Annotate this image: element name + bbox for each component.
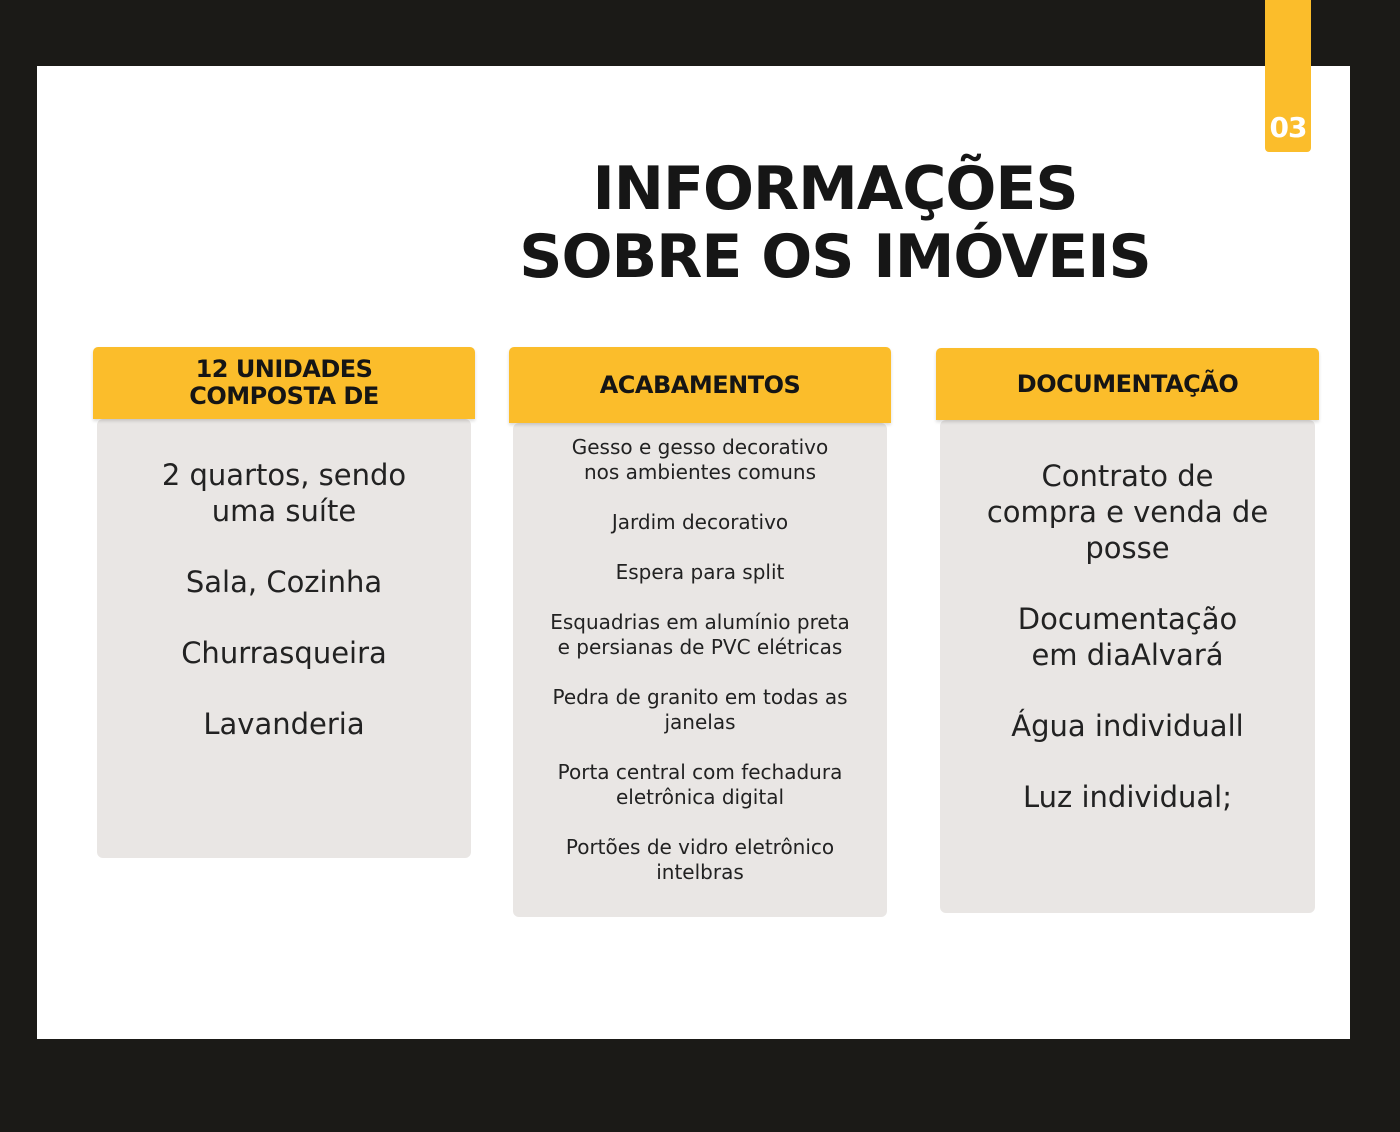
page-title (470, 155, 1200, 291)
card-acabamentos-list (513, 423, 887, 885)
list-item: Jardim decorativo (611, 510, 789, 534)
card-unidades-list (97, 419, 471, 742)
card-documentacao (940, 369, 1315, 913)
list-item: Gesso e gesso decorativo nos ambientes comuns (571, 435, 829, 484)
list-item: Contrato de compra e venda de posse (986, 459, 1269, 565)
card-acabamentos (513, 370, 887, 917)
list-item: Churrasqueira (181, 636, 387, 670)
card-acabamentos-title: ACABAMENTOS (599, 370, 801, 399)
list-item: 2 quartos, sendo uma suíte (161, 458, 407, 528)
list-item: Lavanderia (203, 707, 365, 741)
page-title-line-1: INFORMAÇÕES (592, 154, 1078, 224)
page-number-tab (1265, 0, 1311, 152)
card-unidades-title: 12 UNIDADES COMPOSTA DE (189, 355, 379, 410)
card-acabamentos-header (509, 347, 891, 423)
page-number: 03 (1269, 111, 1307, 144)
list-item: Esquadrias em alumínio preta e persianas de PVC elétricas (550, 610, 850, 659)
list-item: Porta central com fechadura eletrônica digital (557, 760, 843, 809)
list-item: Pedra de granito em todas as janelas (552, 685, 848, 734)
list-item: Documentação em diaAlvará (1017, 602, 1238, 672)
card-unidades-header (93, 347, 475, 419)
card-documentacao-title: DOCUMENTAÇÃO (1016, 369, 1239, 398)
page-title-line-2: SOBRE OS IMÓVEIS (519, 222, 1151, 292)
card-documentacao-header (936, 348, 1319, 420)
card-documentacao-list (940, 420, 1315, 815)
card-unidades (97, 355, 471, 858)
list-item: Luz individual; (1023, 780, 1232, 814)
list-item: Água individuall (1011, 709, 1244, 743)
list-item: Portões de vidro eletrônico intelbras (565, 835, 835, 884)
list-item: Sala, Cozinha (185, 565, 383, 599)
list-item: Espera para split (615, 560, 785, 584)
